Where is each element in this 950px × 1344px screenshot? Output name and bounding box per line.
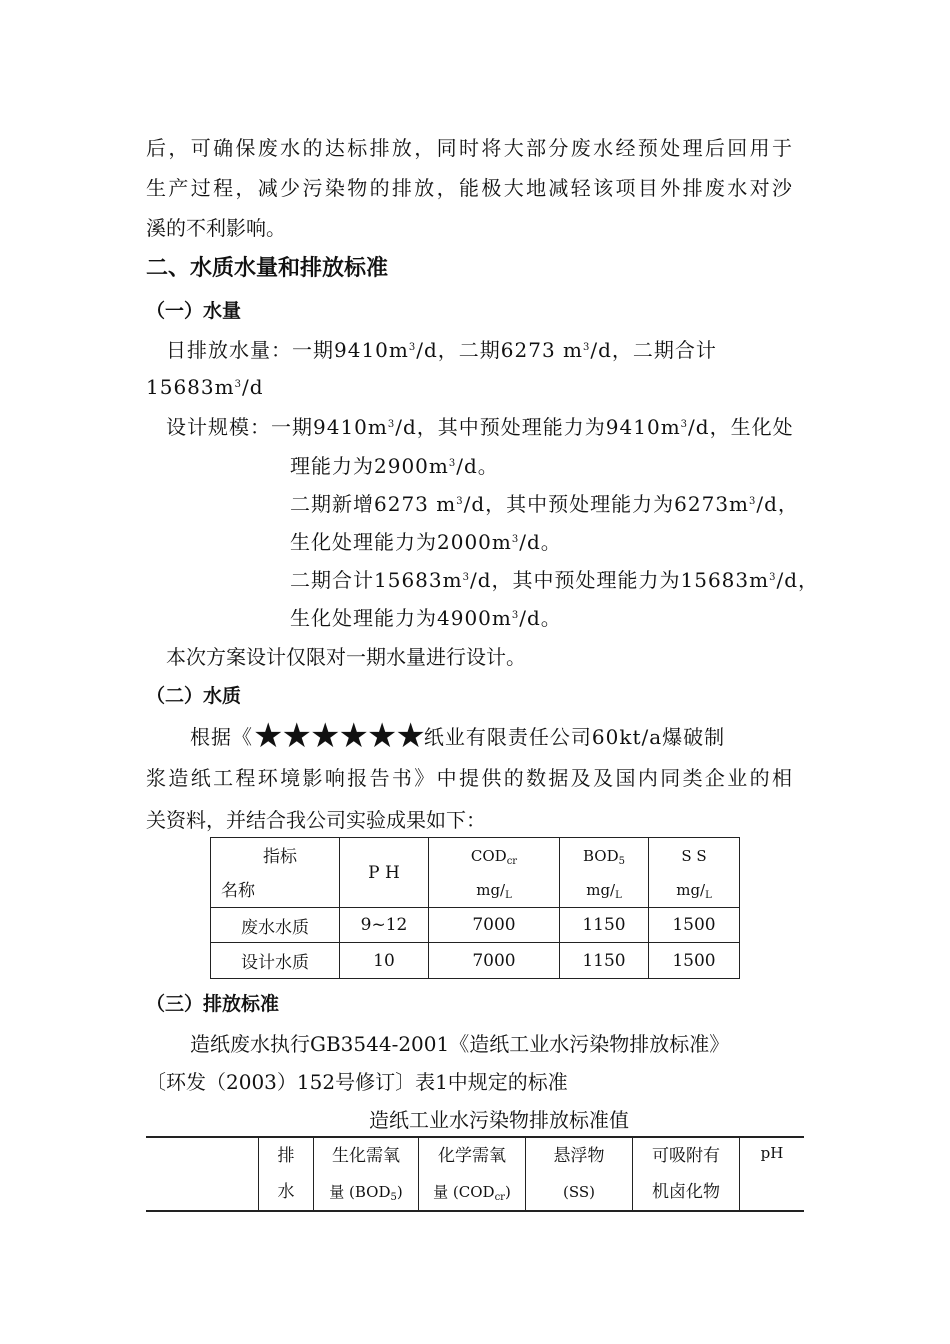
row-name: 废水水质 — [211, 908, 340, 943]
header-ph: pH — [740, 1137, 805, 1211]
header-bod: $BOD_5$ $mg/_L$ — [560, 838, 649, 908]
header-aox: 可吸附有 机卤化物 — [633, 1137, 740, 1211]
header-ph: P H — [340, 838, 429, 908]
standard-table-header — [146, 1137, 804, 1211]
header-ss: 悬浮物 (SS) — [526, 1137, 633, 1211]
phase2-total-line: 二期合计$15683m^3/d$，其中预处理能力为$15683m^3/d$， — [290, 568, 820, 592]
standard-line-1: 造纸废水执行GB3544-2001《造纸工业水污染物排放标准》 — [190, 1032, 730, 1056]
table-row — [211, 943, 740, 979]
standard-table — [146, 1136, 804, 1212]
quality-line-1: 根据《★★★★★★纸业有限责任公司60kt/a爆破制 — [190, 716, 726, 756]
header-index-name — [211, 838, 340, 908]
header-ss: S S $mg/_L$ — [649, 838, 740, 908]
header-drainage: 排 水 — [259, 1137, 314, 1211]
phase2-line-2: 生化处理能力为$2000m^3/d$。 — [290, 530, 562, 554]
row-name: 设计水质 — [211, 943, 340, 979]
header-blank — [146, 1137, 259, 1211]
header-bod: 生化需氧 量 $(BOD_5)$ — [314, 1137, 419, 1211]
design-note: 本次方案设计仅限对一期水量进行设计。 — [166, 645, 526, 669]
intro-line-2: 生产过程，减少污染物的排放，能极大地减轻该项目外排废水对沙 — [146, 176, 792, 200]
design-scale-line-2: 理能力为$2900m^3/d$。 — [290, 454, 499, 478]
quality-table-header — [211, 838, 740, 908]
standard-line-2: 〔环发（2003）152号修订〕表1中规定的标准 — [146, 1070, 568, 1094]
table-row — [211, 908, 740, 943]
design-scale-line: 设计规模：一期$9410m^3/d$，其中预处理能力为$9410m^3/d$，生化处 — [166, 415, 794, 439]
section-title: 二、水质水量和排放标准 — [146, 256, 389, 281]
daily-discharge-line-2: $15683m^3/d$ — [146, 375, 264, 399]
header-cod: $COD_{cr}$ $mg/_L$ — [429, 838, 560, 908]
quality-line-2: 浆造纸工程环境影响报告书》中提供的数据及及国内同类企业的相 — [146, 766, 792, 790]
row-bod: 1150 — [560, 908, 649, 943]
redacted-stars-icon: ★★★★★★ — [253, 716, 424, 756]
header-index: 指标 — [263, 847, 297, 867]
standard-table-caption: 造纸工业水污染物排放标准值 — [369, 1108, 629, 1132]
row-ss: 1500 — [649, 943, 740, 979]
phase2-line: 二期新增6273 $m^3/d$，其中预处理能力为$6273m^3/d$， — [290, 492, 799, 516]
row-bod: 1150 — [560, 943, 649, 979]
quality-table — [210, 837, 740, 979]
row-ph: 9~12 — [340, 908, 429, 943]
intro-line-3: 溪的不利影响。 — [146, 216, 286, 240]
phase2-total-line-2: 生化处理能力为$4900m^3/d$。 — [290, 606, 562, 630]
subsection-discharge-standard: （三）排放标准 — [146, 993, 280, 1015]
row-cod: 7000 — [429, 908, 560, 943]
header-name: 名称 — [221, 881, 255, 901]
subsection-water-quality: （二）水质 — [146, 685, 242, 707]
row-ss: 1500 — [649, 908, 740, 943]
daily-discharge-line: 日排放水量：一期$9410m^3/d$，二期6273 $m^3/d$，二期合计 — [166, 338, 717, 362]
row-cod: 7000 — [429, 943, 560, 979]
intro-line-1: 后，可确保废水的达标排放，同时将大部分废水经预处理后回用于 — [146, 136, 792, 160]
quality-line-3: 关资料，并结合我公司实验成果如下： — [146, 808, 486, 832]
header-cod: 化学需氧 量 $(COD_{cr})$ — [419, 1137, 526, 1211]
subsection-water-volume: （一）水量 — [146, 300, 242, 322]
row-ph: 10 — [340, 943, 429, 979]
